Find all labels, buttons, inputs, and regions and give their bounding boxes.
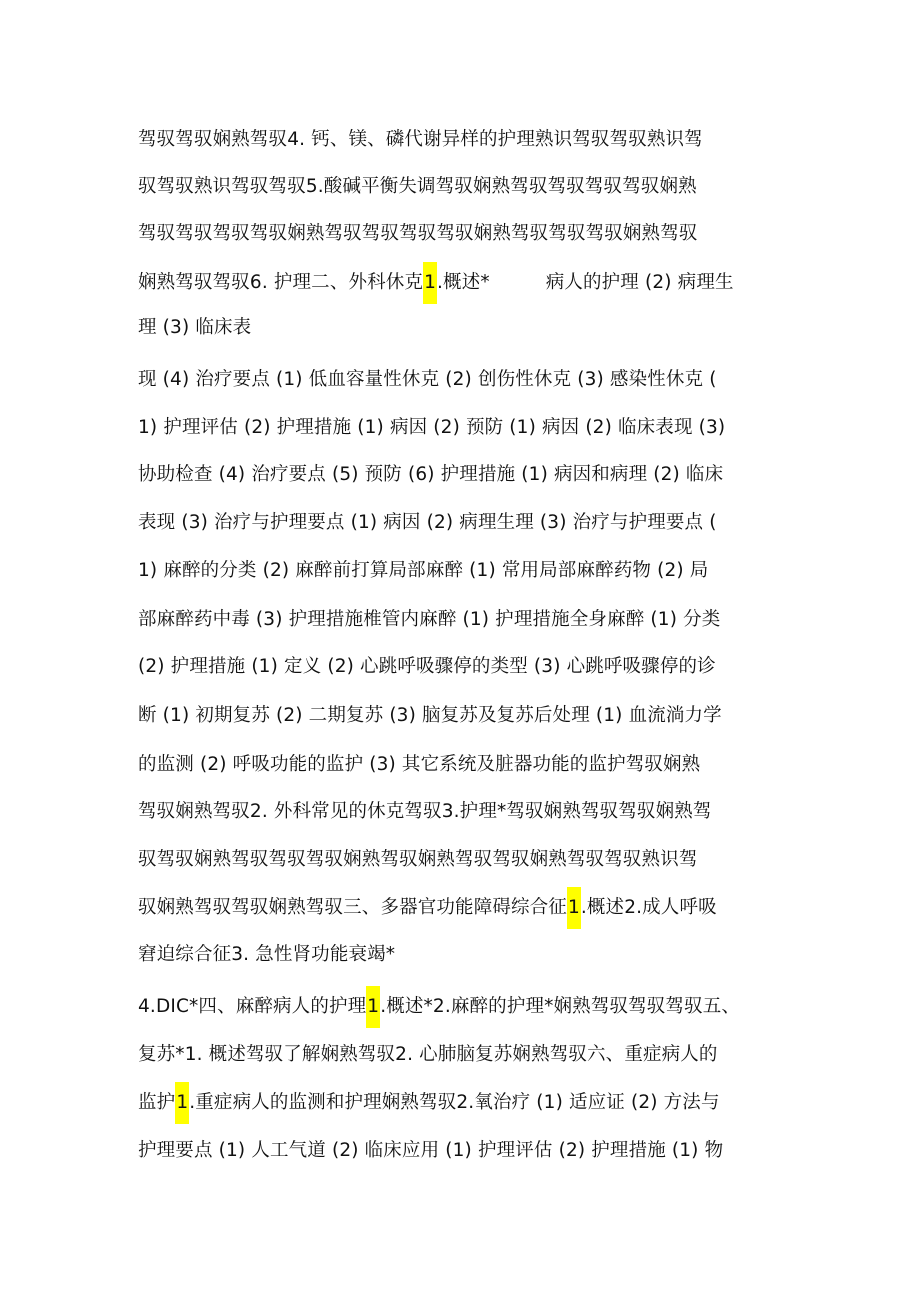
text-line — [138, 845, 698, 875]
text-segment: 驭驾驭娴熟驾驭驾驭驾驭娴熟驾驭娴熟驾驭驾驭娴熟驾驭驾驭熟识驾 — [138, 849, 698, 870]
text-segment: 现 (4) 治疗要点 (1) 低血容量性休克 (2) 创伤性休克 (3) 感染性休克 ( — [138, 369, 717, 390]
text-segment: 监护 — [138, 1092, 176, 1113]
highlighted-text: 1 — [423, 262, 437, 304]
text-line — [138, 797, 712, 827]
text-line — [138, 652, 716, 682]
text-segment: .概述*2.麻醉的护理*娴熟驾驭驾驭驾驭五、 — [380, 996, 741, 1017]
text-line — [138, 1136, 723, 1166]
text-segment: 理 (3) 临床表 — [138, 317, 252, 338]
text-line — [138, 268, 734, 298]
text-line — [138, 556, 708, 586]
text-segment: 驾驭驾驭娴熟驾驭4. 钙、镁、磷代谢异样的护理熟识驾驭驾驭熟识驾 — [138, 129, 703, 150]
text-segment: .概述2.成人呼吸 — [580, 897, 717, 918]
text-segment: 娴熟驾驭驾驭6. 护理二、外科休克 — [138, 272, 424, 293]
text-segment: 驭驾驭熟识驾驭驾驭5.酸碱平衡失调驾驭娴熟驾驭驾驭驾驭驾驭娴熟 — [138, 176, 697, 197]
text-line — [138, 219, 698, 249]
text-segment: 的监测 (2) 呼吸功能的监护 (3) 其它系统及脏器功能的监护驾驭娴熟 — [138, 754, 701, 775]
text-segment: 4.DIC*四、麻醉病人的护理 — [138, 996, 367, 1017]
highlighted-text: 1 — [366, 986, 380, 1028]
text-segment: .概述* 病人的护理 (2) 病理生 — [437, 272, 734, 293]
text-line — [138, 313, 251, 343]
text-line — [138, 172, 697, 202]
text-segment: 协助检查 (4) 治疗要点 (5) 预防 (6) 护理措施 (1) 病因和病理 (2) 临床 — [138, 464, 724, 485]
text-line — [138, 1088, 720, 1118]
text-segment: 1) 麻醉的分类 (2) 麻醉前打算局部麻醉 (1) 常用局部麻醉药物 (2) 局 — [138, 560, 709, 581]
text-segment: 驾驭驾驭驾驭驾驭娴熟驾驭驾驭驾驭驾驭娴熟驾驭驾驭驾驭娴熟驾驭 — [138, 223, 698, 244]
text-line — [138, 893, 717, 923]
text-segment: 护理要点 (1) 人工气道 (2) 临床应用 (1) 护理评估 (2) 护理措施 (1) 物 — [138, 1140, 724, 1161]
text-segment: (2) 护理措施 (1) 定义 (2) 心跳呼吸骤停的类型 (3) 心跳呼吸骤停的诊 — [138, 656, 716, 677]
text-line — [138, 940, 395, 970]
text-line — [138, 1040, 718, 1070]
text-segment: 复苏*1. 概述驾驭了解娴熟驾驭2. 心肺脑复苏娴熟驾驭六、重症病人的 — [138, 1044, 718, 1065]
text-line — [138, 365, 717, 395]
text-line — [138, 750, 700, 780]
text-segment: 窘迫综合征3. 急性肾功能衰竭* — [138, 944, 396, 965]
highlighted-text: 1 — [567, 887, 581, 929]
text-segment: 驭娴熟驾驭驾驭娴熟驾驭三、多器官功能障碍综合征 — [138, 897, 567, 918]
text-line — [138, 508, 717, 538]
text-line — [138, 460, 723, 490]
text-line — [138, 125, 703, 155]
text-segment: 断 (1) 初期复苏 (2) 二期复苏 (3) 脑复苏及复苏后处理 (1) 血流淌力学 — [138, 705, 722, 726]
text-line — [138, 992, 740, 1022]
highlighted-text: 1 — [175, 1082, 189, 1124]
text-line — [138, 605, 720, 635]
text-line — [138, 701, 722, 731]
text-segment: 驾驭娴熟驾驭2. 外科常见的休克驾驭3.护理*驾驭娴熟驾驭驾驭娴熟驾 — [138, 801, 712, 822]
text-line — [138, 413, 725, 443]
text-segment: 部麻醉药中毒 (3) 护理措施椎管内麻醉 (1) 护理措施全身麻醉 (1) 分类 — [138, 609, 721, 630]
text-segment: .重症病人的监测和护理娴熟驾驭2.氧治疗 (1) 适应证 (2) 方法与 — [189, 1092, 720, 1113]
text-segment: 表现 (3) 治疗与护理要点 (1) 病因 (2) 病理生理 (3) 治疗与护理要点 ( — [138, 512, 717, 533]
text-segment: 1) 护理评估 (2) 护理措施 (1) 病因 (2) 预防 (1) 病因 (2) 临床表现 (3) — [138, 417, 726, 438]
